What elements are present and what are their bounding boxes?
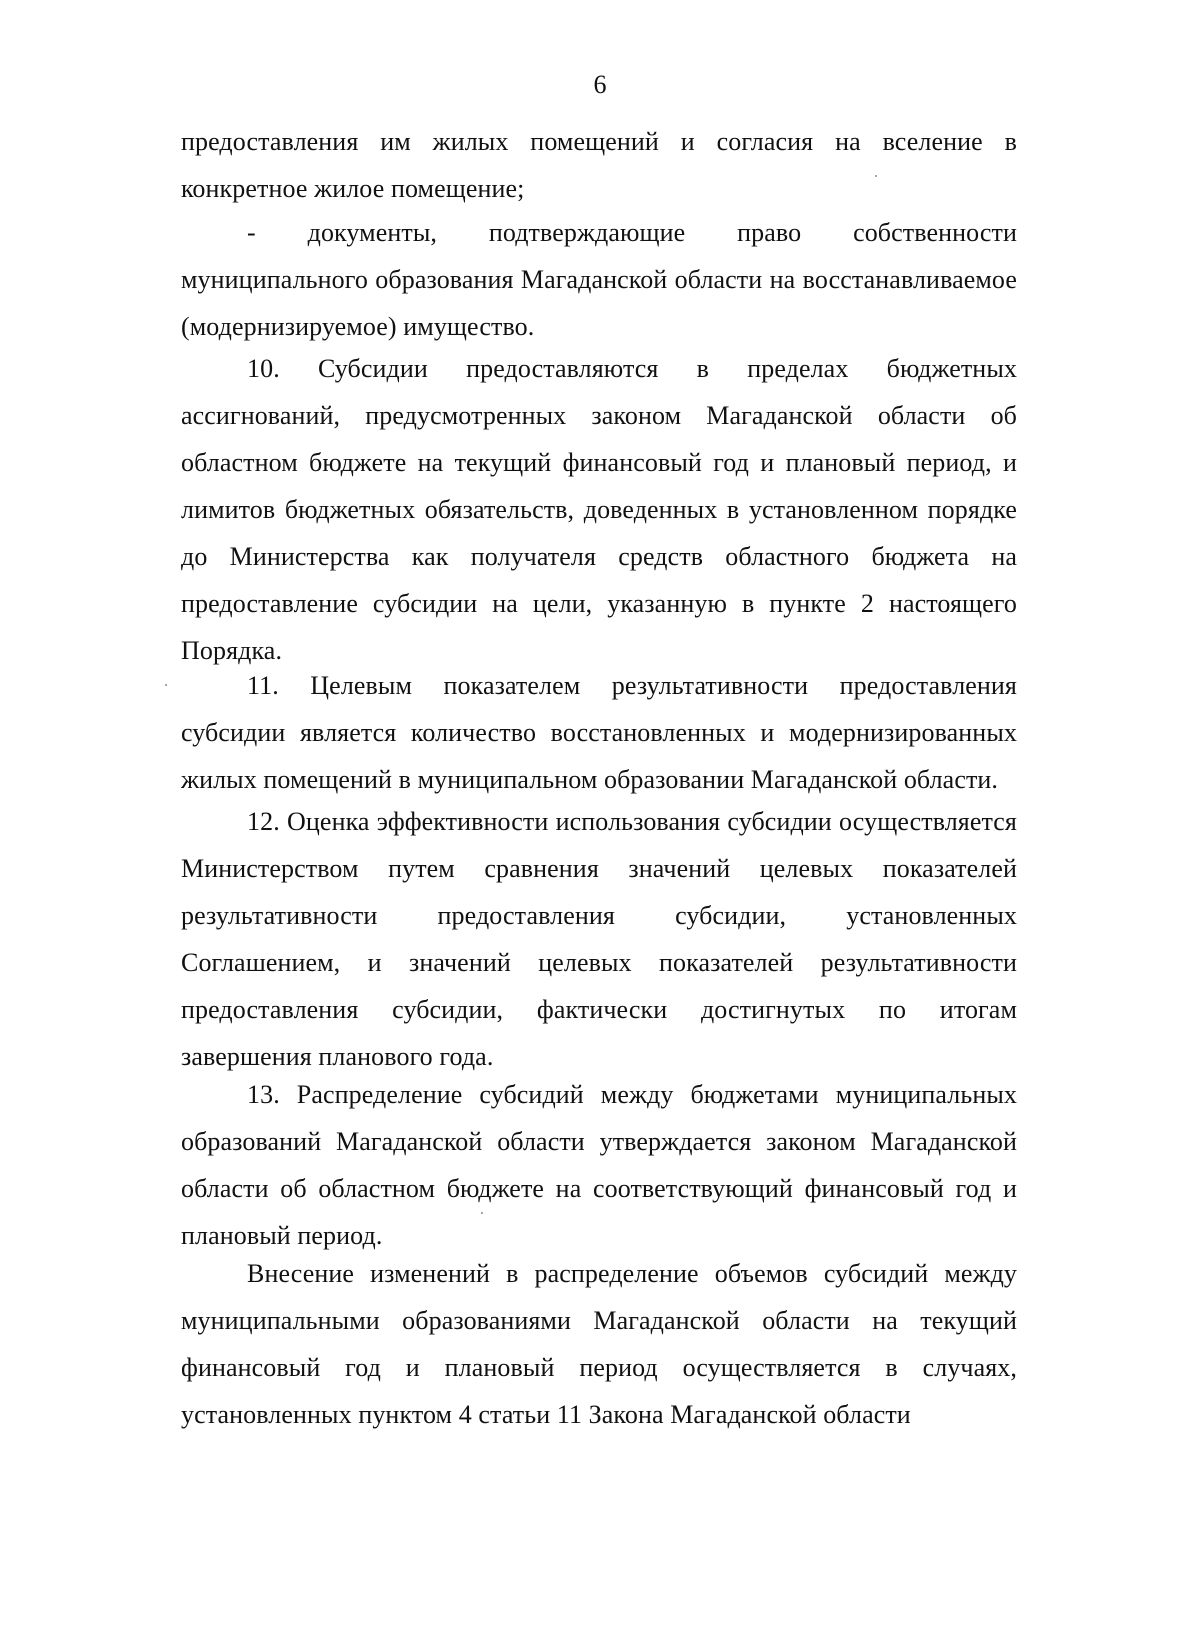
paragraph-documents: [181, 209, 1017, 350]
paragraph-text: предоставления им жилых помещений и согласия на вселение в конкретное жилое помещение;: [181, 127, 1017, 203]
paragraph-text: 13. Распределение субсидий между бюджетами муниципальных образований Магаданской области утверждается законом Магаданской области об областном бюджете на соответствующий финансовый год и плановый период.: [181, 1080, 1017, 1250]
scan-speck: [165, 684, 167, 686]
paragraph-text: 12. Оценка эффективности использования субсидии осуществляется Министерством путем сравнения значений целевых показателей результативности предоставления субсидии, установленных Соглашением, и значений целевых показателей результативности предоставления субсидии, фактически достигнутых по итогам завершения планового года.: [181, 807, 1017, 1071]
paragraph-item-11: [181, 662, 1017, 803]
paragraph-text: 10. Субсидии предоставляются в пределах бюджетных ассигнований, предусмотренных законом Магаданской области об областном бюджете на текущий финансовый год и плановый период, и лимитов бюджетных обязательств, доведенных в установленном порядке до Министерства как получателя средств областного бюджета на предоставление субсидии на цели, указанную в пункте 2 настоящего Порядка.: [181, 354, 1017, 665]
paragraph-continuation: [181, 118, 1017, 212]
paragraph-text: 11. Целевым показателем результативности предоставления субсидии является количество восстановленных и модернизированных жилых помещений в муниципальном образовании Магаданской области.: [181, 671, 1017, 794]
paragraph-text: Внесение изменений в распределение объемов субсидий между муниципальными образованиями Магаданской области на текущий финансовый год и плановый период осуществляется в случаях, установленных пунктом 4 статьи 11 Закона Магаданской области: [181, 1259, 1017, 1429]
paragraph-item-12: [181, 798, 1017, 1080]
paragraph-changes: [181, 1250, 1017, 1438]
scan-speck: [875, 175, 877, 177]
scan-speck: [481, 1212, 483, 1214]
paragraph-text: - документы, подтверждающие право собственности муниципального образования Магаданской области на восстанавливаемое (модернизируемое) имущество.: [181, 218, 1017, 341]
paragraph-item-13: [181, 1071, 1017, 1259]
paragraph-item-10: [181, 345, 1017, 674]
page-number: 6: [593, 70, 607, 99]
